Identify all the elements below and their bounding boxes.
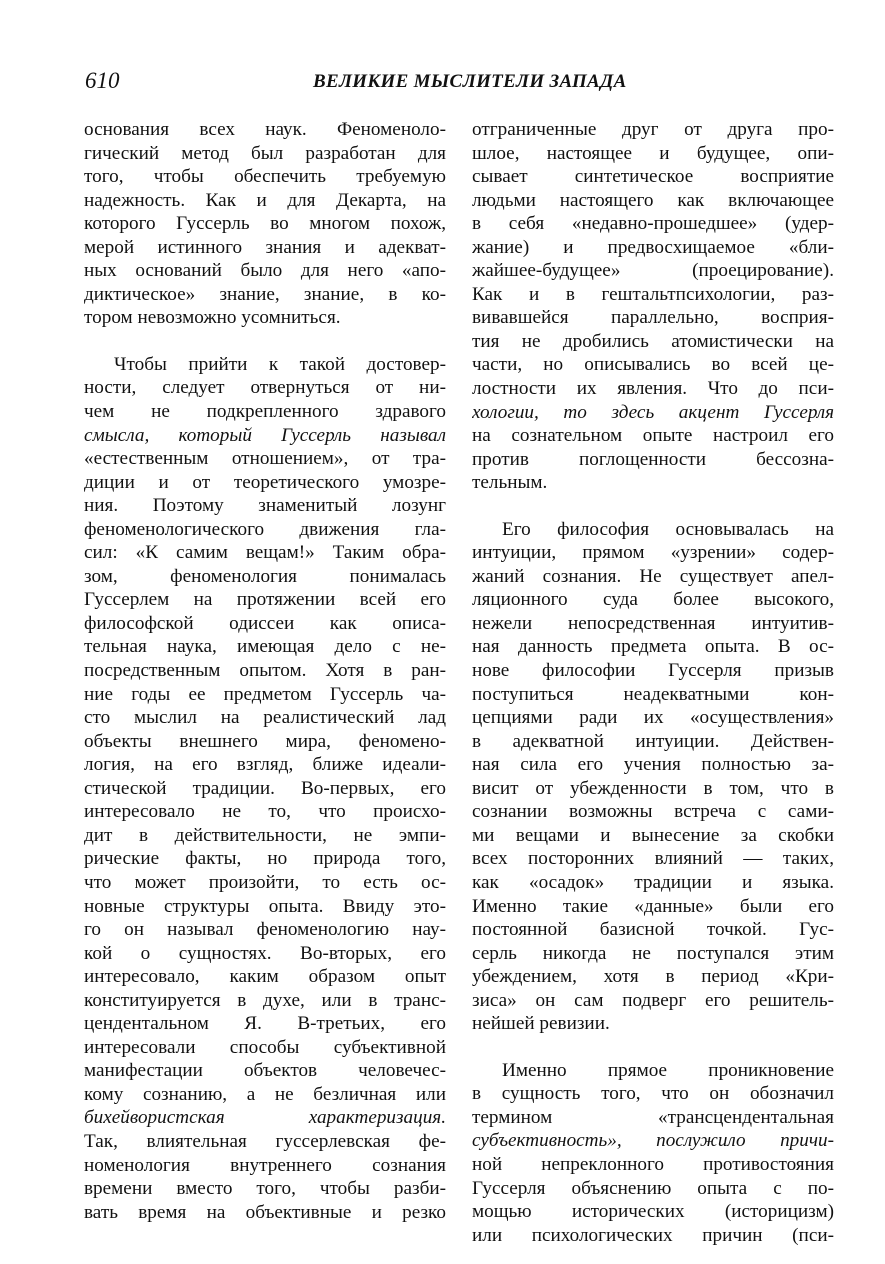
text-line: бихейвористская характеризация.: [84, 1107, 446, 1129]
text-line: тия не дробились атомистически на: [472, 330, 834, 352]
text-line: «естественным отношением», от тра-: [84, 448, 446, 470]
text-line: субъективность», послужило причи-: [472, 1130, 834, 1152]
text-line: постоянной базисной точкой. Гус-: [472, 919, 834, 941]
text-line: нейшей ревизии.: [472, 1013, 610, 1035]
text-line: серль никогда не поступался этим: [472, 942, 834, 964]
text-line: зом, феноменология понималась: [84, 565, 446, 587]
text-line: в сущность того, что он обозначил: [472, 1083, 834, 1105]
text-line: Так, влиятельная гуссерлевская фе-: [84, 1130, 446, 1152]
text-line: убеждением, хотя в период «Кри-: [472, 966, 834, 988]
text-line: сывает синтетическое восприятие: [472, 166, 834, 188]
text-line: лостности их явления. Что до пси-: [472, 378, 834, 400]
text-line: Как и в гештальтпсихологии, раз-: [472, 283, 834, 305]
text-line: конституируется в духе, или в транс-: [84, 989, 446, 1011]
text-line: Чтобы прийти к такой достовер-: [114, 353, 446, 375]
text-line: цепциями ради их «осуществления»: [472, 707, 834, 729]
text-line: тором невозможно усомниться.: [84, 307, 341, 329]
text-line: части, но описывались во всей це-: [472, 354, 834, 376]
text-line: отграниченные друг от друга про-: [472, 119, 834, 140]
text-line: феноменологического движения гла-: [84, 518, 446, 540]
text-line: или психологических причин (пси-: [472, 1224, 834, 1246]
text-line: ная сила его учения полностью за-: [472, 754, 834, 776]
text-line: хологии, то здесь акцент Гуссерля: [472, 401, 834, 423]
text-line: висит от убежденности в том, что в: [472, 777, 834, 799]
paragraph-gap: [472, 1036, 834, 1059]
text-line: ная данность предмета опыта. В ос-: [472, 636, 834, 658]
text-line: шлое, настоящее и будущее, опи-: [472, 142, 834, 164]
text-line: тельным.: [472, 472, 548, 494]
text-line: кой о сущностях. Во-вторых, его: [84, 942, 446, 964]
text-line: того, чтобы обеспечить требуемую: [84, 166, 446, 188]
text-line: против поглощенности бессозна-: [472, 448, 834, 470]
right-text-column: [472, 118, 834, 1247]
text-line: интересовали способы субъективной: [84, 1036, 446, 1058]
paragraph: [84, 353, 446, 1224]
text-line: всех посторонних влияний — таких,: [472, 848, 834, 870]
text-line: Гуссерля объяснению опыта с по-: [472, 1177, 834, 1199]
left-text-column: [84, 118, 446, 1224]
text-line: объекты внешнего мира, феномено-: [84, 730, 446, 752]
text-line: ми вещами и вынесение за скобки: [472, 824, 834, 846]
text-line: манифестации объектов человечес-: [84, 1060, 446, 1082]
text-line: посредственным опытом. Хотя в ран-: [84, 660, 446, 682]
text-line: основания всех наук. Феноменоло-: [84, 119, 446, 140]
text-line: термином «трансцендентальная: [472, 1106, 834, 1128]
page-number: 610: [85, 68, 120, 93]
paragraph: [472, 1059, 834, 1247]
text-line: интересовало, каким образом опыт: [84, 966, 446, 988]
text-line: Именно такие «данные» были его: [472, 895, 834, 917]
text-line: интересовало не то, что происхо-: [84, 801, 446, 823]
text-line: гический метод был разработан для: [84, 142, 446, 164]
text-line: логия, на его взгляд, ближе идеали-: [84, 754, 446, 776]
text-line: поступиться неадекватными кон-: [472, 683, 834, 705]
text-line: нежели непосредственная интуитив-: [472, 612, 834, 634]
text-line: вивавшейся параллельно, восприя-: [472, 307, 834, 329]
text-line: ляционного суда более высокого,: [472, 589, 834, 611]
text-line: Его философия основывалась на: [502, 518, 834, 540]
text-line: в себя «недавно-прошедшее» (удер-: [472, 213, 834, 235]
text-line: мерой истинного знания и адекват-: [84, 236, 446, 258]
text-line: цендентальном Я. В-третьих, его: [84, 1013, 446, 1035]
text-line: тельная наука, имеющая дело с не-: [84, 636, 446, 658]
text-line: номенология внутреннего сознания: [84, 1154, 446, 1176]
text-line: мощью исторических (историцизм): [472, 1201, 834, 1223]
text-line: ние годы ее предметом Гуссерль ча-: [84, 683, 446, 705]
text-line: сил: «К самим вещам!» Таким обра-: [84, 542, 446, 564]
text-line: в адекватной интуиции. Действен-: [472, 730, 834, 752]
text-line: как «осадок» традиции и языка.: [472, 871, 834, 893]
text-line: сознании возможны встреча с сами-: [472, 801, 834, 823]
text-line: го он называл феноменологию нау-: [84, 919, 446, 941]
text-line: Гуссерлем на протяжении всей его: [84, 589, 446, 611]
text-line: чем не подкрепленного здравого: [84, 401, 446, 423]
text-line: вать время на объективные и резко: [84, 1201, 446, 1223]
text-line: которого Гуссерль во многом похож,: [84, 213, 446, 235]
text-line: рические факты, но природа того,: [84, 848, 446, 870]
paragraph-gap: [472, 495, 834, 518]
text-line: кому сознанию, а не безличная или: [84, 1083, 446, 1105]
text-line: Именно прямое проникновение: [502, 1059, 834, 1081]
text-line: ной непреклонного противостояния: [472, 1153, 834, 1175]
text-line: зиса» он сам подверг его решитель-: [472, 989, 834, 1011]
paragraph: [84, 118, 446, 330]
text-line: интуиции, прямом «узрении» содер-: [472, 542, 834, 564]
text-line: ния. Поэтому знаменитый лозунг: [84, 495, 446, 517]
text-line: смысла, который Гуссерль называл: [84, 424, 446, 446]
page-header: [85, 66, 840, 98]
paragraph: [472, 118, 834, 495]
text-line: дит в действительности, не эмпи-: [84, 824, 446, 846]
running-title: ВЕЛИКИЕ МЫСЛИТЕЛИ ЗАПАДА: [313, 71, 627, 92]
text-line: философской одиссеи как описа-: [84, 612, 446, 634]
paragraph-gap: [84, 330, 446, 353]
text-line: на сознательном опыте настроил его: [472, 425, 834, 447]
text-line: ных оснований было для него «апо-: [84, 260, 446, 282]
text-line: жаний сознания. Не существует апел-: [472, 565, 834, 587]
text-line: диции и от теоретического умозре-: [84, 471, 446, 493]
text-line: стической традиции. Во-первых, его: [84, 777, 446, 799]
text-line: ности, следует отвернуться от ни-: [84, 377, 446, 399]
text-line: времени вместо того, чтобы разби-: [84, 1178, 446, 1200]
text-line: жайшее-будущее» (проецирование).: [472, 260, 834, 282]
text-line: диктическое» знание, знание, в ко-: [84, 283, 446, 305]
text-line: жание) и предвосхищаемое «бли-: [472, 236, 834, 258]
text-line: людьми настоящего как включающее: [472, 189, 834, 211]
paragraph: [472, 518, 834, 1036]
text-line: нове философии Гуссерля призыв: [472, 660, 834, 682]
text-line: что может произойти, то есть ос-: [84, 871, 446, 893]
text-line: новные структуры опыта. Ввиду это-: [84, 895, 446, 917]
text-line: надежность. Как и для Декарта, на: [84, 189, 446, 211]
text-line: сто мыслил на реалистический лад: [84, 707, 446, 729]
